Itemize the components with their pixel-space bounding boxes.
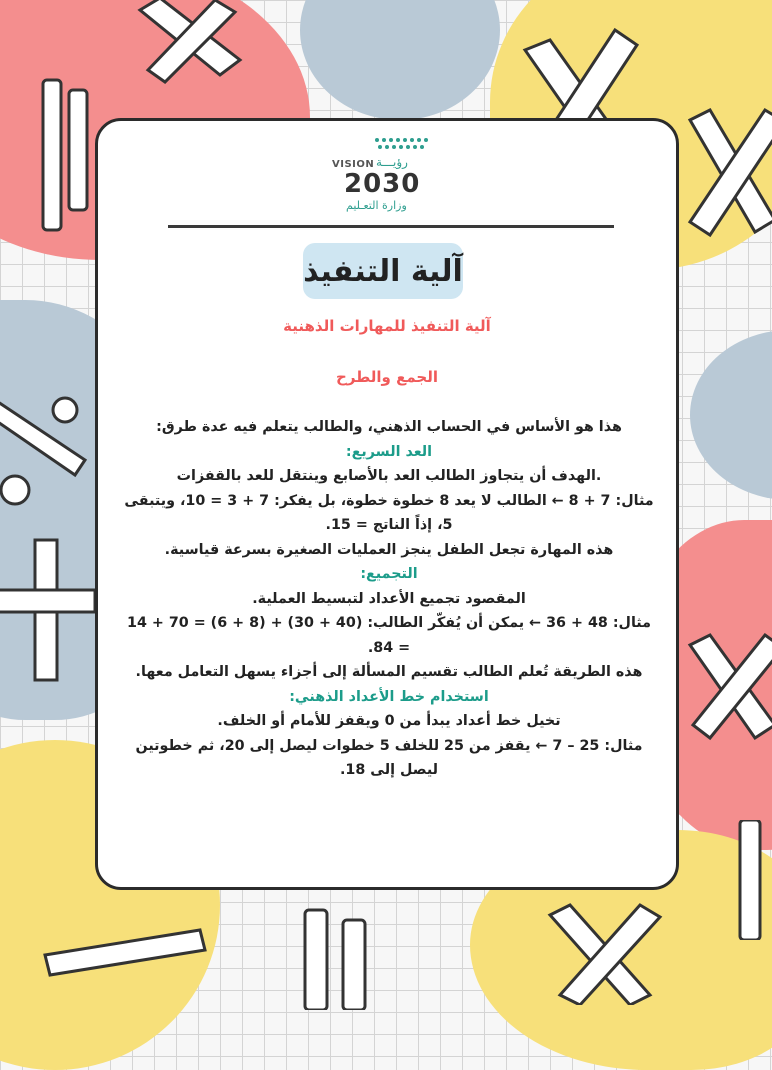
section1-paragraph-3: هذه المهارة تجعل الطفل ينجز العمليات الصغيرة بسرعة قياسية. (164, 541, 614, 558)
header-divider (168, 225, 614, 228)
blue-blob-top (300, 0, 500, 120)
section-heading-quick-count: العد السريع: (345, 443, 433, 460)
title-banner (303, 243, 463, 299)
intro-paragraph: هذا هو الأساس في الحساب الذهني، والطالب يتعلم فيه عدة طرق: (156, 419, 622, 435)
section3-paragraph-2: مثال: 25 – 7 ← يقفز من 25 للخلف 5 خطوات ليصل إلى 20، ثم خطوتين ليصل إلى 18. (135, 737, 643, 778)
logo-vision-text: VISION (332, 159, 375, 170)
page-title: آلية التنفيذ (303, 253, 463, 289)
section1-paragraph-2: مثال: 7 + 8 ← الطالب لا يعد 8 خطوة خطوة، بل يفكر: 7 + 3 = 10، ويتبقى 5، إذاً الناتج = 15. (124, 492, 654, 533)
times-sign-icon (120, 0, 260, 90)
times-sign-right-icon (670, 90, 772, 250)
section2-paragraph-3: هذه الطريقة تُعلم الطالب تقسيم المسألة إلى أجزاء يسهل التعامل معها. (135, 664, 643, 680)
blue-blob-right (690, 330, 772, 500)
section2-paragraph-1: المقصود تجميع الأعداد لتبسيط العملية. (252, 590, 526, 607)
logo-year-text: 2030 (344, 169, 421, 199)
body-content (122, 415, 656, 783)
minus-sign-bottom-left-icon (40, 915, 210, 995)
times-sign-bottom-right-icon (675, 620, 772, 750)
logo-ruya-text: رؤيـــة (376, 155, 408, 169)
section-heading-number-line: استخدام خط الأعداد الذهني: (289, 688, 489, 705)
equals-sign-bottom-icon (295, 900, 385, 1010)
logo-dots-icon (372, 137, 432, 151)
plus-sign-left-icon (0, 530, 105, 690)
equals-sign-icon (35, 70, 95, 240)
content-card (95, 118, 679, 890)
equals-sign-bottom-right-icon (730, 820, 772, 940)
times-sign-bottom-icon (530, 895, 670, 1005)
section-heading-grouping: التجميع: (360, 566, 418, 582)
main-subtitle: آلية التنفيذ للمهارات الذهنية (283, 317, 491, 335)
topic-subtitle: الجمع والطرح (336, 368, 438, 386)
section1-paragraph-1: .الهدف أن يتجاوز الطالب العد بالأصابع وينتقل للعد بالقفزات (176, 468, 602, 484)
section2-paragraph-2: مثال: 48 + 36 ← يمكن أن يُفكّر الطالب: (40 + 30) + (8 + 6) = 70 + 14 = 84. (127, 615, 651, 656)
logo-ministry-text: وزارة التعـليم (346, 199, 407, 212)
vision-2030-logo (324, 137, 454, 213)
section3-paragraph-1: تخيل خط أعداد يبدأ من 0 ويقفز للأمام أو الخلف. (217, 713, 561, 729)
